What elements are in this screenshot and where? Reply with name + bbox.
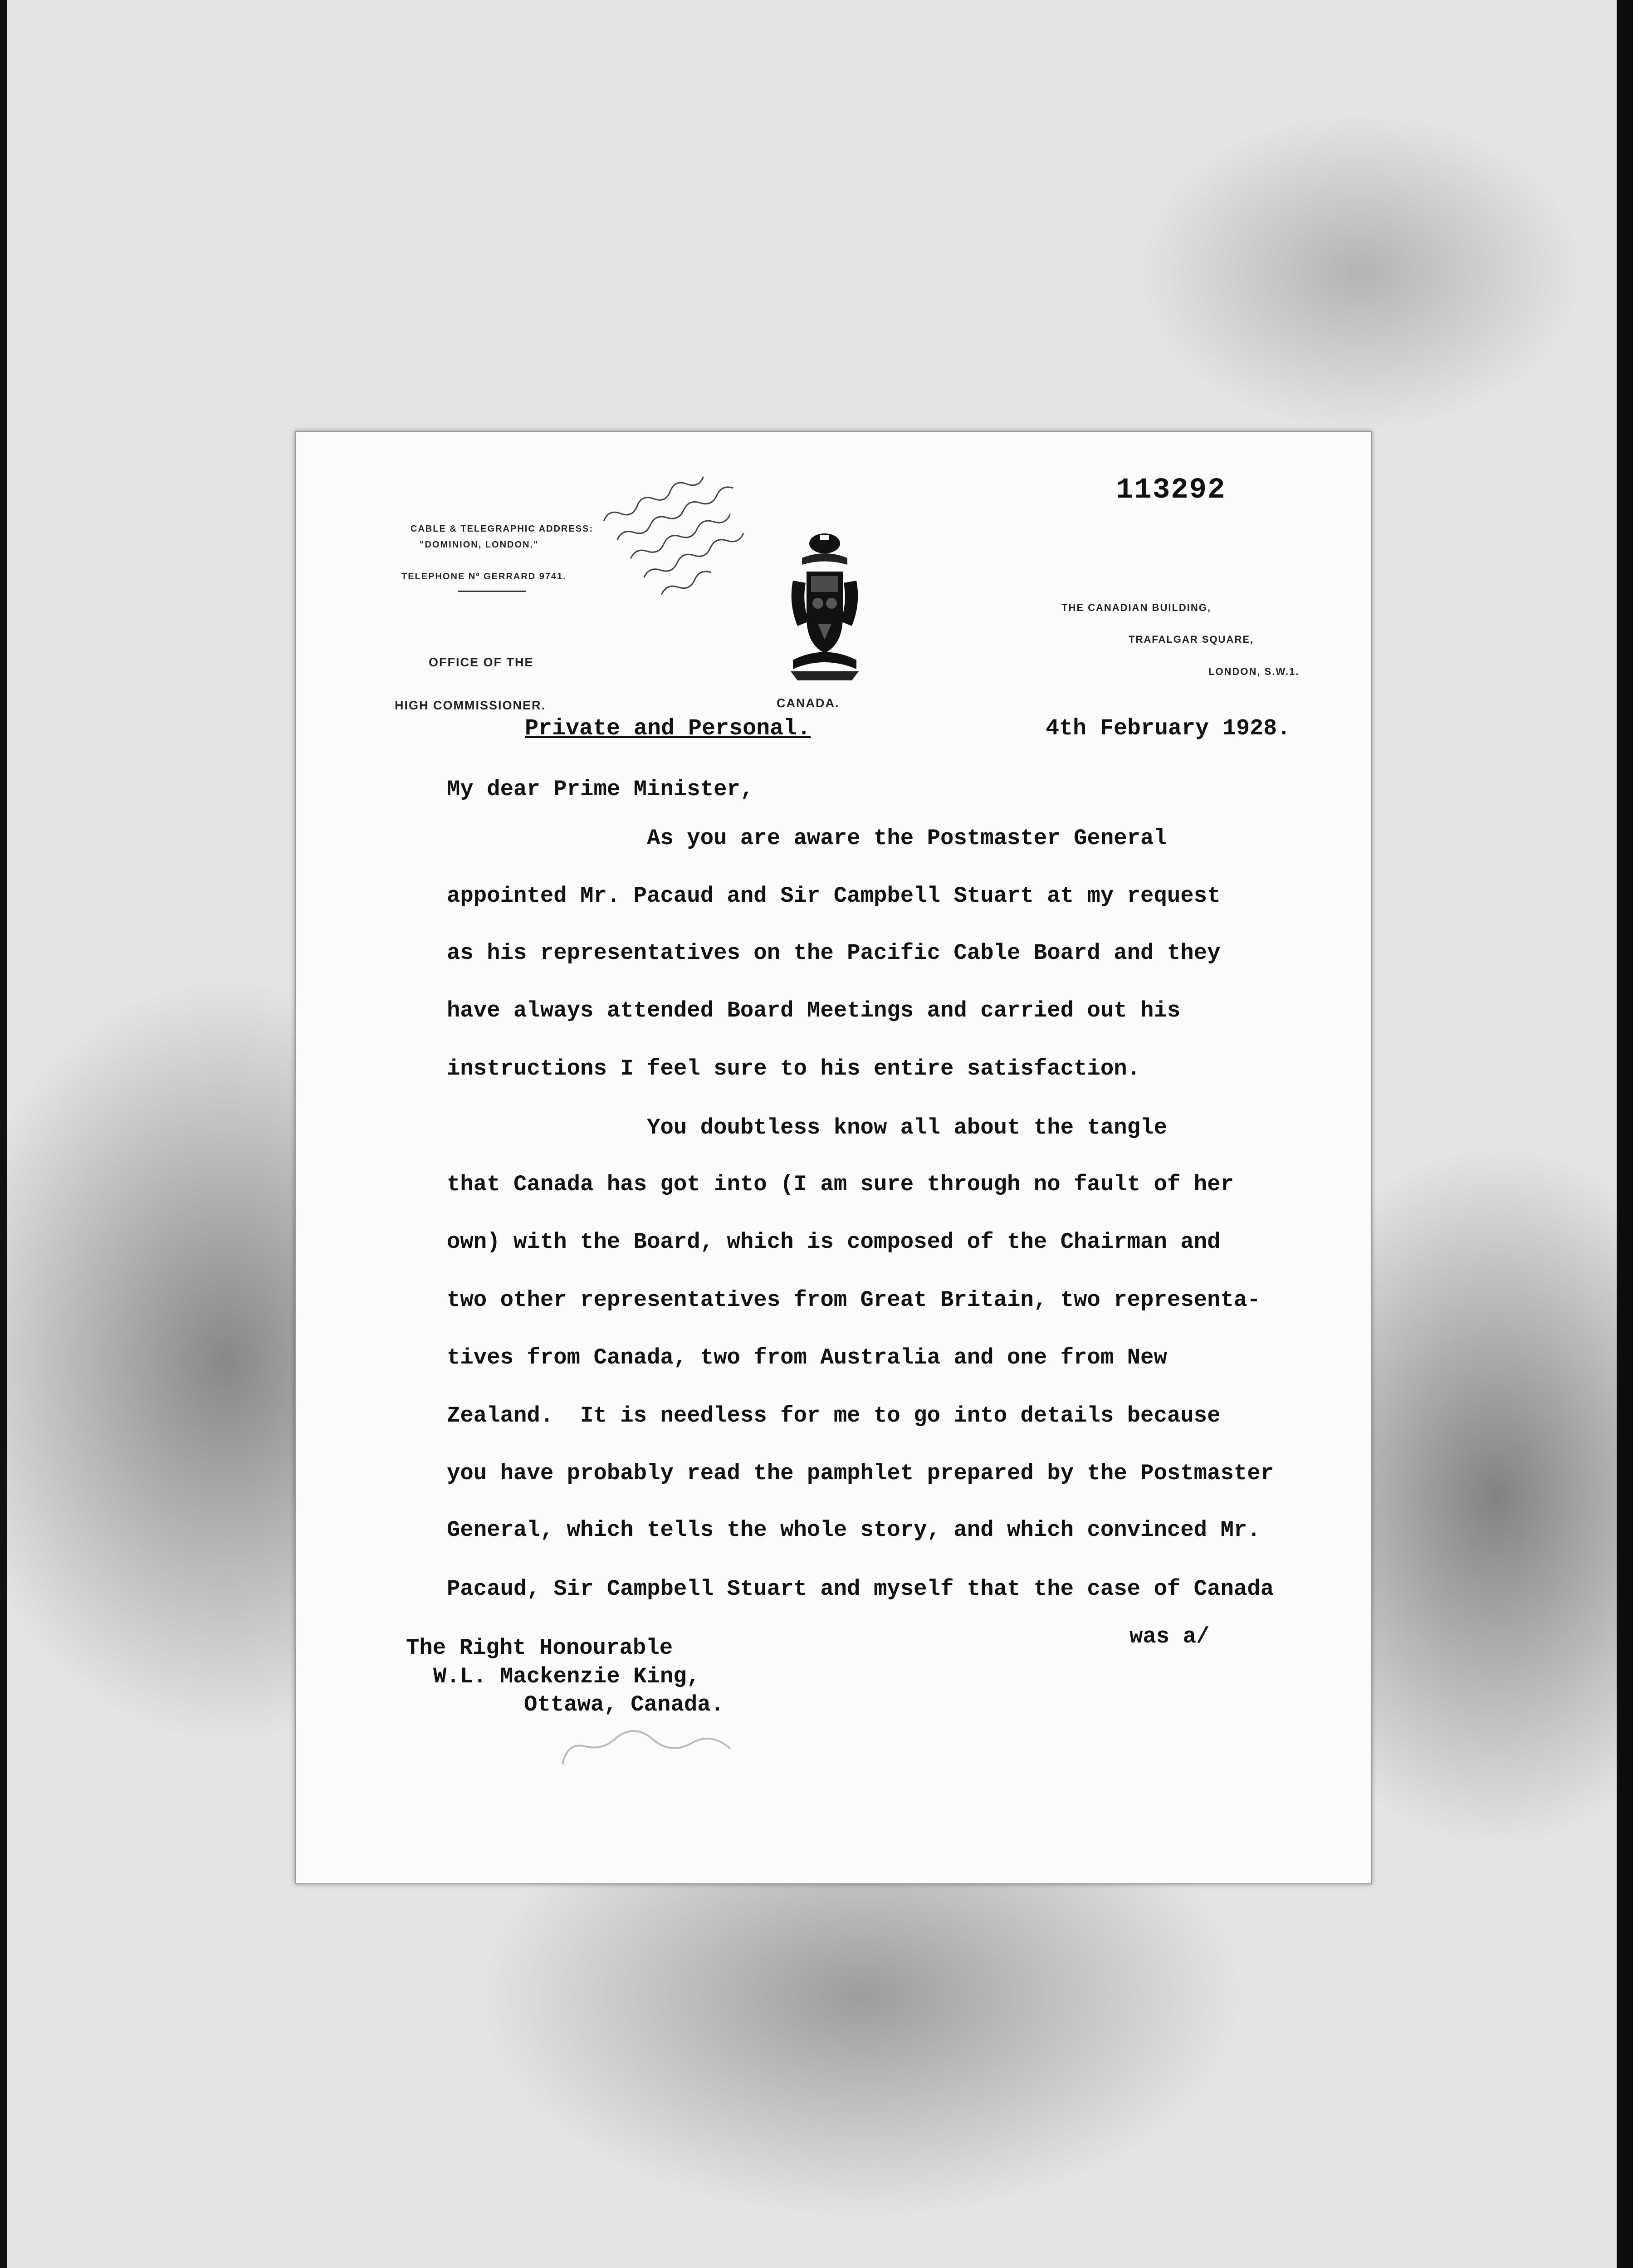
pencil-scribble <box>558 1715 748 1769</box>
body-line: Zealand. It is needless for me to go into details because <box>447 1403 1221 1428</box>
body-line: tives from Canada, two from Australia and one from New <box>447 1345 1167 1370</box>
body-line: you have probably read the pamphlet prepared by the Postmaster <box>447 1461 1274 1486</box>
addressee-location: Ottawa, Canada. <box>524 1692 724 1717</box>
address-line-2: TRAFALGAR SQUARE, <box>1129 634 1254 645</box>
body-line: As you are aware the Postmaster General <box>447 826 1167 851</box>
letter-date: 4th February 1928. <box>1046 716 1291 742</box>
address-line-3: LONDON, S.W.1. <box>1208 666 1300 677</box>
film-edge-left <box>0 0 7 2268</box>
crest-caption: CANADA. <box>777 696 840 710</box>
office-title-line2: HIGH COMMISSIONER. <box>395 699 546 712</box>
film-edge-right <box>1617 0 1633 2268</box>
addressee-title: The Right Honourable <box>406 1635 673 1661</box>
letterhead-rule <box>458 591 526 592</box>
private-marking: Private and Personal. <box>525 716 811 742</box>
telephone-number: TELEPHONE Nº GERRARD 9741. <box>401 572 567 582</box>
body-line: appointed Mr. Pacaud and Sir Campbell Stuart at my request <box>447 883 1221 909</box>
address-line-1: THE CANADIAN BUILDING, <box>1061 602 1211 613</box>
body-line: own) with the Board, which is composed of the Chairman and <box>447 1229 1221 1255</box>
salutation: My dear Prime Minister, <box>447 777 754 802</box>
body-line: You doubtless know all about the tangle <box>447 1115 1167 1140</box>
cable-address-label: CABLE & TELEGRAPHIC ADDRESS: <box>411 524 594 534</box>
cable-address: "DOMINION, LONDON." <box>420 540 539 550</box>
body-line: General, which tells the whole story, and which convinced Mr. <box>447 1517 1261 1543</box>
continuation-catchword: was a/ <box>1129 1624 1210 1649</box>
document-number: 113292 <box>1116 474 1226 507</box>
body-line: as his representatives on the Pacific Cable Board and they <box>447 940 1221 966</box>
addressee-name: W.L. Mackenzie King, <box>433 1664 700 1689</box>
canada-coat-of-arms-icon <box>784 531 865 687</box>
body-line: instructions I feel sure to his entire satisfaction. <box>447 1056 1141 1081</box>
body-line: have always attended Board Meetings and carried out his <box>447 998 1181 1023</box>
office-title-line1: OFFICE OF THE <box>429 655 534 669</box>
body-line: Pacaud, Sir Campbell Stuart and myself that the case of Canada <box>447 1576 1274 1602</box>
body-line: that Canada has got into (I am sure through no fault of her <box>447 1172 1234 1197</box>
body-line: two other representatives from Great Britain, two representa- <box>447 1287 1261 1313</box>
